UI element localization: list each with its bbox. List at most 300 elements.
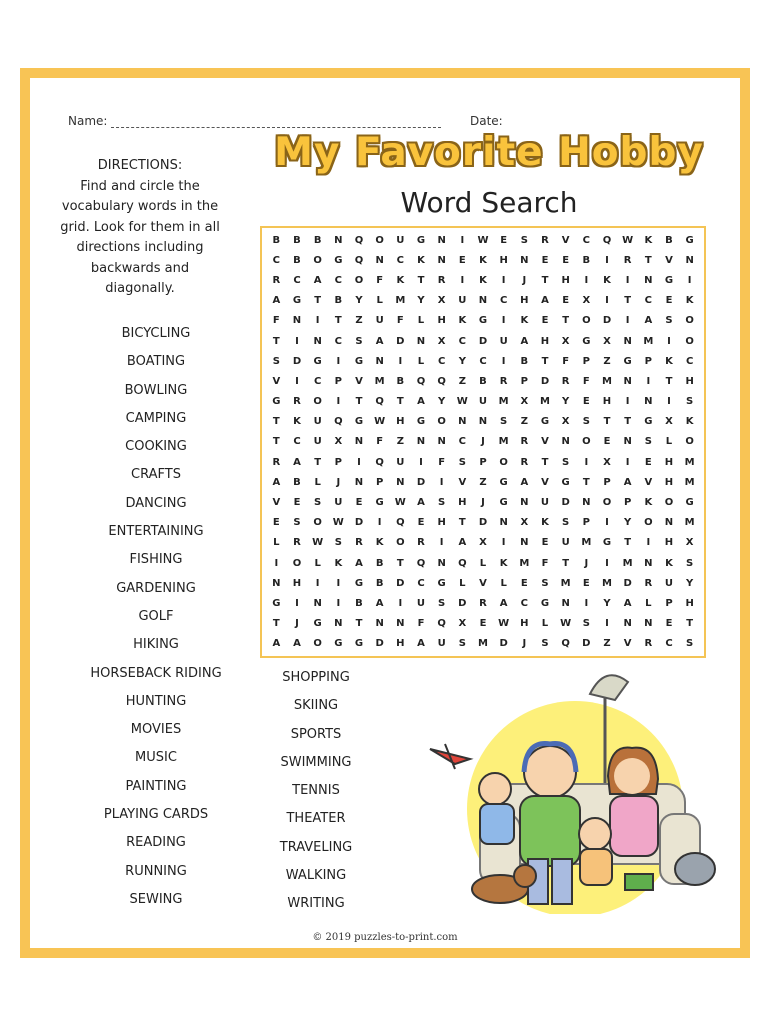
grid-letter[interactable]: M <box>684 476 695 488</box>
grid-letter[interactable]: G <box>685 234 694 246</box>
grid-letter[interactable]: M <box>622 557 633 569</box>
grid-letter[interactable]: M <box>519 557 530 569</box>
grid-letter[interactable]: K <box>665 355 673 367</box>
grid-letter[interactable]: N <box>416 335 426 347</box>
grid-letter[interactable]: T <box>272 436 280 448</box>
grid-letter[interactable]: C <box>458 436 466 448</box>
grid-letter[interactable]: N <box>499 517 508 529</box>
grid-letter[interactable]: Z <box>520 416 528 428</box>
grid-letter[interactable]: N <box>437 234 446 246</box>
grid-letter[interactable]: S <box>438 497 446 509</box>
grid-letter[interactable]: O <box>582 315 591 327</box>
grid-letter[interactable]: O <box>582 436 591 448</box>
grid-letter[interactable]: G <box>499 497 508 509</box>
grid-letter[interactable]: N <box>458 416 467 428</box>
grid-letter[interactable]: L <box>314 476 321 488</box>
grid-letter[interactable]: Y <box>624 517 632 529</box>
grid-letter[interactable]: H <box>396 416 405 428</box>
grid-letter[interactable]: B <box>293 234 301 246</box>
grid-letter[interactable]: L <box>376 295 383 307</box>
grid-letter[interactable]: S <box>665 315 673 327</box>
grid-letter[interactable]: G <box>354 355 364 367</box>
grid-letter[interactable]: H <box>520 295 529 307</box>
grid-letter[interactable]: S <box>314 497 322 509</box>
grid-letter[interactable]: R <box>479 598 487 610</box>
grid-letter[interactable]: R <box>293 537 301 549</box>
grid-letter[interactable]: I <box>605 295 609 307</box>
grid-letter[interactable]: C <box>313 375 322 387</box>
grid-letter[interactable]: O <box>375 234 384 246</box>
grid-letter[interactable]: S <box>520 234 528 246</box>
grid-letter[interactable]: U <box>416 598 426 610</box>
grid-letter[interactable]: G <box>292 295 302 307</box>
grid-letter[interactable]: I <box>584 598 589 610</box>
grid-letter[interactable]: R <box>644 577 653 589</box>
grid-letter[interactable]: M <box>643 335 654 347</box>
grid-letter[interactable]: C <box>293 274 301 286</box>
grid-letter[interactable]: P <box>623 497 632 509</box>
grid-letter[interactable]: U <box>499 335 508 347</box>
grid-letter[interactable]: E <box>417 517 425 529</box>
word-search-grid[interactable] <box>260 226 706 658</box>
grid-letter[interactable]: H <box>602 396 612 408</box>
grid-letter[interactable]: C <box>396 254 404 266</box>
grid-letter[interactable]: N <box>437 436 446 448</box>
grid-letter[interactable]: X <box>334 436 343 448</box>
grid-letter[interactable]: M <box>684 517 695 529</box>
grid-letter[interactable]: N <box>561 436 570 448</box>
grid-letter[interactable]: I <box>336 355 341 367</box>
grid-letter[interactable]: V <box>272 497 281 509</box>
grid-letter[interactable]: G <box>623 355 632 367</box>
grid-letter[interactable]: B <box>396 375 405 387</box>
grid-letter[interactable]: G <box>354 577 364 589</box>
name-line[interactable] <box>111 127 441 128</box>
grid-letter[interactable]: Q <box>602 234 612 246</box>
grid-letter[interactable]: S <box>334 537 342 549</box>
grid-letter[interactable]: H <box>685 375 694 387</box>
grid-letter[interactable]: C <box>582 234 590 246</box>
grid-letter[interactable]: J <box>584 557 589 569</box>
grid-letter[interactable]: N <box>396 618 405 630</box>
grid-letter[interactable]: K <box>603 274 611 286</box>
grid-letter[interactable]: N <box>644 557 653 569</box>
grid-letter[interactable]: I <box>439 476 444 488</box>
grid-letter[interactable]: U <box>664 577 674 589</box>
grid-letter[interactable]: B <box>272 234 281 246</box>
grid-letter[interactable]: H <box>499 254 508 266</box>
grid-letter[interactable]: I <box>667 396 671 408</box>
grid-letter[interactable]: Y <box>603 598 611 610</box>
grid-letter[interactable]: X <box>603 335 611 347</box>
grid-letter[interactable]: K <box>458 315 467 327</box>
grid-letter[interactable]: E <box>644 456 652 468</box>
grid-letter[interactable]: G <box>334 254 343 266</box>
grid-letter[interactable]: Z <box>603 638 611 650</box>
grid-letter[interactable]: P <box>582 355 590 367</box>
grid-letter[interactable]: X <box>437 295 446 307</box>
grid-letter[interactable]: L <box>665 436 673 448</box>
grid-letter[interactable]: D <box>416 476 426 488</box>
grid-letter[interactable]: S <box>458 638 466 650</box>
grid-letter[interactable]: P <box>603 476 611 488</box>
grid-letter[interactable]: A <box>623 598 632 610</box>
grid-letter[interactable]: Y <box>562 396 570 408</box>
grid-letter[interactable]: I <box>687 274 692 286</box>
grid-letter[interactable]: Q <box>334 416 343 428</box>
grid-letter[interactable]: D <box>623 577 632 589</box>
grid-letter[interactable]: A <box>272 638 281 650</box>
grid-letter[interactable]: T <box>314 456 322 468</box>
grid-letter[interactable]: D <box>396 577 405 589</box>
grid-letter[interactable]: W <box>456 396 468 408</box>
grid-letter[interactable]: N <box>520 497 529 509</box>
grid-letter[interactable]: I <box>584 456 589 468</box>
grid-letter[interactable]: V <box>458 476 467 488</box>
grid-letter[interactable]: T <box>334 315 342 327</box>
grid-letter[interactable]: V <box>623 638 632 650</box>
grid-letter[interactable]: I <box>274 557 279 569</box>
grid-letter[interactable]: T <box>458 517 466 529</box>
grid-letter[interactable]: T <box>355 618 363 630</box>
grid-letter[interactable]: A <box>272 295 281 307</box>
grid-letter[interactable]: O <box>292 557 302 569</box>
grid-letter[interactable]: N <box>520 254 529 266</box>
grid-letter[interactable]: R <box>437 274 446 286</box>
grid-letter[interactable]: D <box>602 315 612 327</box>
grid-letter[interactable]: M <box>602 375 612 387</box>
grid-letter[interactable]: T <box>314 295 322 307</box>
grid-letter[interactable]: G <box>582 335 591 347</box>
grid-letter[interactable]: N <box>478 295 488 307</box>
grid-letter[interactable]: G <box>416 234 426 246</box>
grid-letter[interactable]: P <box>375 476 384 488</box>
grid-letter[interactable]: G <box>685 497 694 509</box>
grid-letter[interactable]: T <box>644 254 652 266</box>
grid-letter[interactable]: X <box>520 517 529 529</box>
grid-letter[interactable]: B <box>520 355 529 367</box>
grid-letter[interactable]: T <box>272 416 280 428</box>
grid-letter[interactable]: H <box>540 335 550 347</box>
grid-letter[interactable]: T <box>582 476 590 488</box>
grid-letter[interactable]: R <box>623 254 632 266</box>
grid-letter[interactable]: W <box>374 416 386 428</box>
grid-letter[interactable]: J <box>295 618 299 630</box>
grid-letter[interactable]: M <box>374 375 385 387</box>
grid-letter[interactable]: A <box>293 638 301 650</box>
grid-letter[interactable]: S <box>541 638 549 650</box>
grid-letter[interactable]: N <box>313 598 322 610</box>
grid-letter[interactable]: C <box>293 436 301 448</box>
grid-letter[interactable]: N <box>623 375 632 387</box>
grid-letter[interactable]: F <box>417 618 425 630</box>
grid-letter[interactable]: G <box>313 355 322 367</box>
grid-letter[interactable]: V <box>541 436 549 448</box>
grid-letter[interactable]: W <box>394 497 406 509</box>
grid-letter[interactable]: M <box>684 456 695 468</box>
grid-letter[interactable]: T <box>624 416 632 428</box>
grid-letter[interactable]: H <box>396 638 405 650</box>
grid-letter[interactable]: S <box>686 557 694 569</box>
grid-letter[interactable]: M <box>560 577 571 589</box>
grid-letter[interactable]: K <box>334 557 343 569</box>
grid-letter[interactable]: D <box>478 335 488 347</box>
grid-letter[interactable]: D <box>396 335 405 347</box>
grid-letter[interactable]: G <box>540 598 550 610</box>
grid-letter[interactable]: W <box>332 517 344 529</box>
grid-letter[interactable]: M <box>540 396 550 408</box>
grid-letter[interactable]: I <box>315 315 320 327</box>
grid-letter[interactable]: F <box>396 315 404 327</box>
grid-letter[interactable]: B <box>355 598 363 610</box>
grid-letter[interactable]: N <box>292 315 302 327</box>
grid-letter[interactable]: W <box>477 234 489 246</box>
grid-letter[interactable]: S <box>438 598 446 610</box>
grid-letter[interactable]: T <box>562 315 570 327</box>
grid-letter[interactable]: B <box>293 254 301 266</box>
grid-letter[interactable]: M <box>581 537 592 549</box>
grid-letter[interactable]: S <box>458 456 466 468</box>
grid-letter[interactable]: R <box>293 396 301 408</box>
grid-letter[interactable]: D <box>582 638 591 650</box>
grid-letter[interactable]: I <box>501 537 506 549</box>
grid-letter[interactable]: U <box>458 295 467 307</box>
grid-letter[interactable]: N <box>272 577 281 589</box>
grid-letter[interactable]: X <box>603 456 611 468</box>
grid-letter[interactable]: O <box>644 517 653 529</box>
grid-letter[interactable]: N <box>644 274 653 286</box>
grid-letter[interactable]: K <box>479 274 487 286</box>
grid-letter[interactable]: N <box>354 436 364 448</box>
grid-letter[interactable]: R <box>541 234 549 246</box>
grid-letter[interactable]: K <box>520 315 529 327</box>
grid-letter[interactable]: N <box>644 396 653 408</box>
grid-letter[interactable]: I <box>625 456 630 468</box>
grid-letter[interactable]: Y <box>686 577 694 589</box>
grid-letter[interactable]: H <box>664 456 674 468</box>
grid-letter[interactable]: A <box>355 557 363 569</box>
grid-letter[interactable]: V <box>272 375 281 387</box>
grid-letter[interactable]: I <box>605 254 609 266</box>
grid-letter[interactable]: H <box>437 517 446 529</box>
grid-letter[interactable]: F <box>562 355 570 367</box>
grid-letter[interactable]: C <box>644 295 652 307</box>
grid-letter[interactable]: E <box>603 436 611 448</box>
grid-letter[interactable]: K <box>541 517 549 529</box>
grid-letter[interactable]: G <box>272 396 281 408</box>
grid-letter[interactable]: G <box>375 497 384 509</box>
grid-letter[interactable]: B <box>665 234 673 246</box>
grid-letter[interactable]: S <box>686 396 694 408</box>
date-field[interactable] <box>470 114 503 128</box>
grid-letter[interactable]: U <box>313 416 322 428</box>
grid-letter[interactable]: I <box>625 274 630 286</box>
grid-letter[interactable]: E <box>582 577 590 589</box>
grid-letter[interactable]: A <box>293 456 301 468</box>
grid-letter[interactable]: T <box>541 456 549 468</box>
grid-letter[interactable]: Y <box>458 355 466 367</box>
grid-letter[interactable]: W <box>498 618 510 630</box>
grid-letter[interactable]: K <box>479 254 487 266</box>
grid-letter[interactable]: P <box>334 456 342 468</box>
grid-letter[interactable]: T <box>562 557 570 569</box>
grid-letter[interactable]: I <box>398 598 403 610</box>
grid-letter[interactable]: I <box>646 375 651 387</box>
grid-letter[interactable]: Y <box>438 396 446 408</box>
grid-letter[interactable]: O <box>664 497 674 509</box>
grid-letter[interactable]: L <box>541 618 549 630</box>
grid-letter[interactable]: L <box>645 598 652 610</box>
grid-letter[interactable]: N <box>685 254 694 266</box>
grid-letter[interactable]: I <box>295 335 299 347</box>
grid-letter[interactable]: C <box>334 274 342 286</box>
grid-letter[interactable]: A <box>458 537 467 549</box>
grid-letter[interactable]: E <box>355 497 363 509</box>
grid-letter[interactable]: K <box>685 416 694 428</box>
grid-letter[interactable]: R <box>644 638 653 650</box>
grid-letter[interactable]: O <box>313 517 322 529</box>
grid-letter[interactable]: N <box>623 618 632 630</box>
grid-letter[interactable]: T <box>541 274 549 286</box>
grid-letter[interactable]: M <box>498 396 509 408</box>
grid-letter[interactable]: A <box>313 274 322 286</box>
grid-letter[interactable]: V <box>479 577 487 589</box>
grid-letter[interactable]: H <box>520 618 529 630</box>
grid-letter[interactable]: K <box>685 295 694 307</box>
grid-letter[interactable]: R <box>272 456 281 468</box>
grid-letter[interactable]: N <box>375 355 384 367</box>
grid-letter[interactable]: F <box>541 557 549 569</box>
grid-letter[interactable]: C <box>334 335 342 347</box>
grid-letter[interactable]: B <box>313 234 322 246</box>
grid-letter[interactable]: N <box>582 497 591 509</box>
grid-letter[interactable]: E <box>479 618 487 630</box>
grid-letter[interactable]: U <box>478 396 488 408</box>
grid-letter[interactable]: E <box>541 537 549 549</box>
grid-letter[interactable]: O <box>602 497 612 509</box>
grid-letter[interactable]: E <box>665 295 673 307</box>
grid-letter[interactable]: U <box>334 497 343 509</box>
grid-letter[interactable]: I <box>398 355 403 367</box>
grid-letter[interactable]: J <box>336 476 341 488</box>
grid-letter[interactable]: G <box>334 638 343 650</box>
grid-letter[interactable]: V <box>355 375 363 387</box>
grid-letter[interactable]: O <box>499 456 508 468</box>
grid-letter[interactable]: G <box>437 577 446 589</box>
grid-letter[interactable]: G <box>272 598 281 610</box>
grid-letter[interactable]: Q <box>354 254 364 266</box>
grid-letter[interactable]: I <box>419 456 423 468</box>
grid-letter[interactable]: T <box>272 335 280 347</box>
grid-letter[interactable]: N <box>334 234 343 246</box>
grid-letter[interactable]: X <box>479 537 487 549</box>
grid-letter[interactable]: Z <box>355 315 363 327</box>
grid-letter[interactable]: K <box>644 234 653 246</box>
grid-letter[interactable]: F <box>272 315 280 327</box>
grid-letter[interactable]: R <box>417 537 425 549</box>
grid-letter[interactable]: W <box>622 234 634 246</box>
grid-letter[interactable]: A <box>520 476 529 488</box>
grid-letter[interactable]: I <box>357 456 361 468</box>
grid-letter[interactable]: A <box>272 476 281 488</box>
grid-letter[interactable]: C <box>437 355 446 367</box>
grid-letter[interactable]: T <box>417 274 425 286</box>
grid-letter[interactable]: B <box>334 295 343 307</box>
grid-letter[interactable]: Y <box>355 295 363 307</box>
grid-letter[interactable]: J <box>481 436 485 448</box>
grid-letter[interactable]: M <box>498 436 509 448</box>
grid-letter[interactable]: I <box>584 274 589 286</box>
grid-letter[interactable]: H <box>664 537 674 549</box>
grid-letter[interactable]: M <box>602 577 612 589</box>
grid-letter[interactable]: G <box>313 618 322 630</box>
grid-letter[interactable]: P <box>644 355 652 367</box>
grid-letter[interactable]: O <box>313 254 322 266</box>
grid-letter[interactable]: N <box>396 476 405 488</box>
grid-letter[interactable]: E <box>500 234 508 246</box>
grid-letter[interactable]: E <box>458 254 466 266</box>
grid-letter[interactable]: P <box>582 517 590 529</box>
grid-letter[interactable]: N <box>354 476 364 488</box>
grid-letter[interactable]: F <box>582 375 590 387</box>
grid-letter[interactable]: H <box>685 598 694 610</box>
grid-letter[interactable]: F <box>376 436 384 448</box>
grid-letter[interactable]: I <box>667 335 671 347</box>
grid-letter[interactable]: D <box>478 517 488 529</box>
grid-letter[interactable]: E <box>562 295 570 307</box>
grid-letter[interactable]: N <box>644 618 653 630</box>
grid-letter[interactable]: I <box>625 315 630 327</box>
grid-letter[interactable]: X <box>561 335 570 347</box>
grid-letter[interactable]: I <box>295 598 299 610</box>
grid-letter[interactable]: Q <box>396 517 405 529</box>
grid-letter[interactable]: D <box>458 598 467 610</box>
grid-letter[interactable]: S <box>562 517 570 529</box>
grid-letter[interactable]: K <box>499 557 508 569</box>
grid-letter[interactable]: N <box>334 618 343 630</box>
grid-letter[interactable]: F <box>438 456 446 468</box>
grid-letter[interactable]: G <box>478 315 488 327</box>
grid-letter[interactable]: D <box>375 638 384 650</box>
grid-letter[interactable]: Y <box>417 295 425 307</box>
grid-letter[interactable]: I <box>501 355 506 367</box>
grid-letter[interactable]: S <box>562 456 570 468</box>
grid-letter[interactable]: K <box>293 416 301 428</box>
grid-letter[interactable]: I <box>625 396 630 408</box>
grid-letter[interactable]: X <box>665 416 673 428</box>
grid-letter[interactable]: E <box>272 517 280 529</box>
grid-letter[interactable]: C <box>685 355 694 367</box>
grid-letter[interactable]: S <box>293 517 301 529</box>
grid-letter[interactable]: T <box>686 618 694 630</box>
grid-letter[interactable]: J <box>522 274 527 286</box>
grid-letter[interactable]: O <box>437 416 446 428</box>
grid-letter[interactable]: A <box>375 598 384 610</box>
grid-letter[interactable]: B <box>293 476 301 488</box>
grid-letter[interactable]: Q <box>561 638 570 650</box>
grid-letter[interactable]: Q <box>458 557 467 569</box>
grid-letter[interactable]: N <box>520 537 529 549</box>
grid-letter[interactable]: P <box>479 456 487 468</box>
grid-letter[interactable]: I <box>605 517 609 529</box>
grid-letter[interactable]: T <box>396 396 404 408</box>
grid-letter[interactable]: Z <box>603 355 611 367</box>
grid-letter[interactable]: C <box>272 254 280 266</box>
grid-letter[interactable]: R <box>499 375 508 387</box>
grid-letter[interactable]: N <box>416 436 426 448</box>
grid-letter[interactable]: R <box>520 436 529 448</box>
grid-letter[interactable]: N <box>561 598 570 610</box>
